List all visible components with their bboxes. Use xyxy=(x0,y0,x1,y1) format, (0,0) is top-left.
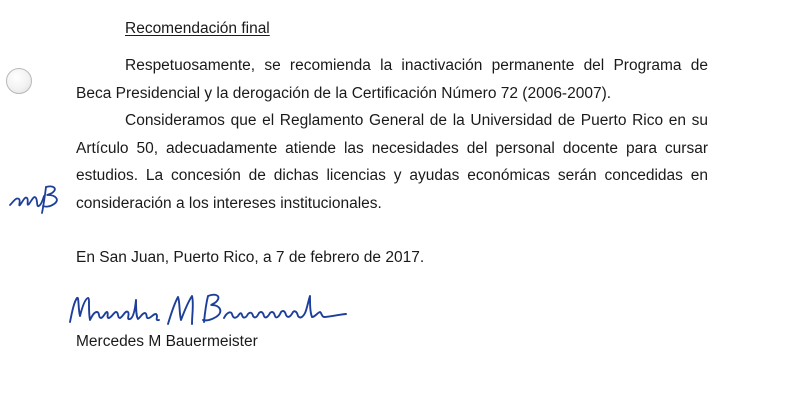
section-heading: Recomendación final xyxy=(125,20,270,37)
signer-name: Mercedes M Bauermeister xyxy=(76,333,258,350)
handwritten-initials xyxy=(8,183,66,217)
radio-button[interactable] xyxy=(6,68,32,94)
closing-line: En San Juan, Puerto Rico, a 7 de febrero de 2017. xyxy=(76,249,425,266)
paragraph-rationale: Consideramos que el Reglamento General de la Universidad de Puerto Rico en su Artículo 50, adecuadamente atiende las necesidades del personal docente para cursar estudios. La concesión de dichas licencias y ayudas económicas serán concedidas en consideración a los intereses institucionales. xyxy=(76,112,708,212)
paragraph-recommendation: Respetuosamente, se recomienda la inactivación permanente del Programa de Beca Presidencial y la derogación de la Certificación Número 72 (2006-2007). xyxy=(76,57,708,102)
handwritten-signature xyxy=(64,290,364,334)
